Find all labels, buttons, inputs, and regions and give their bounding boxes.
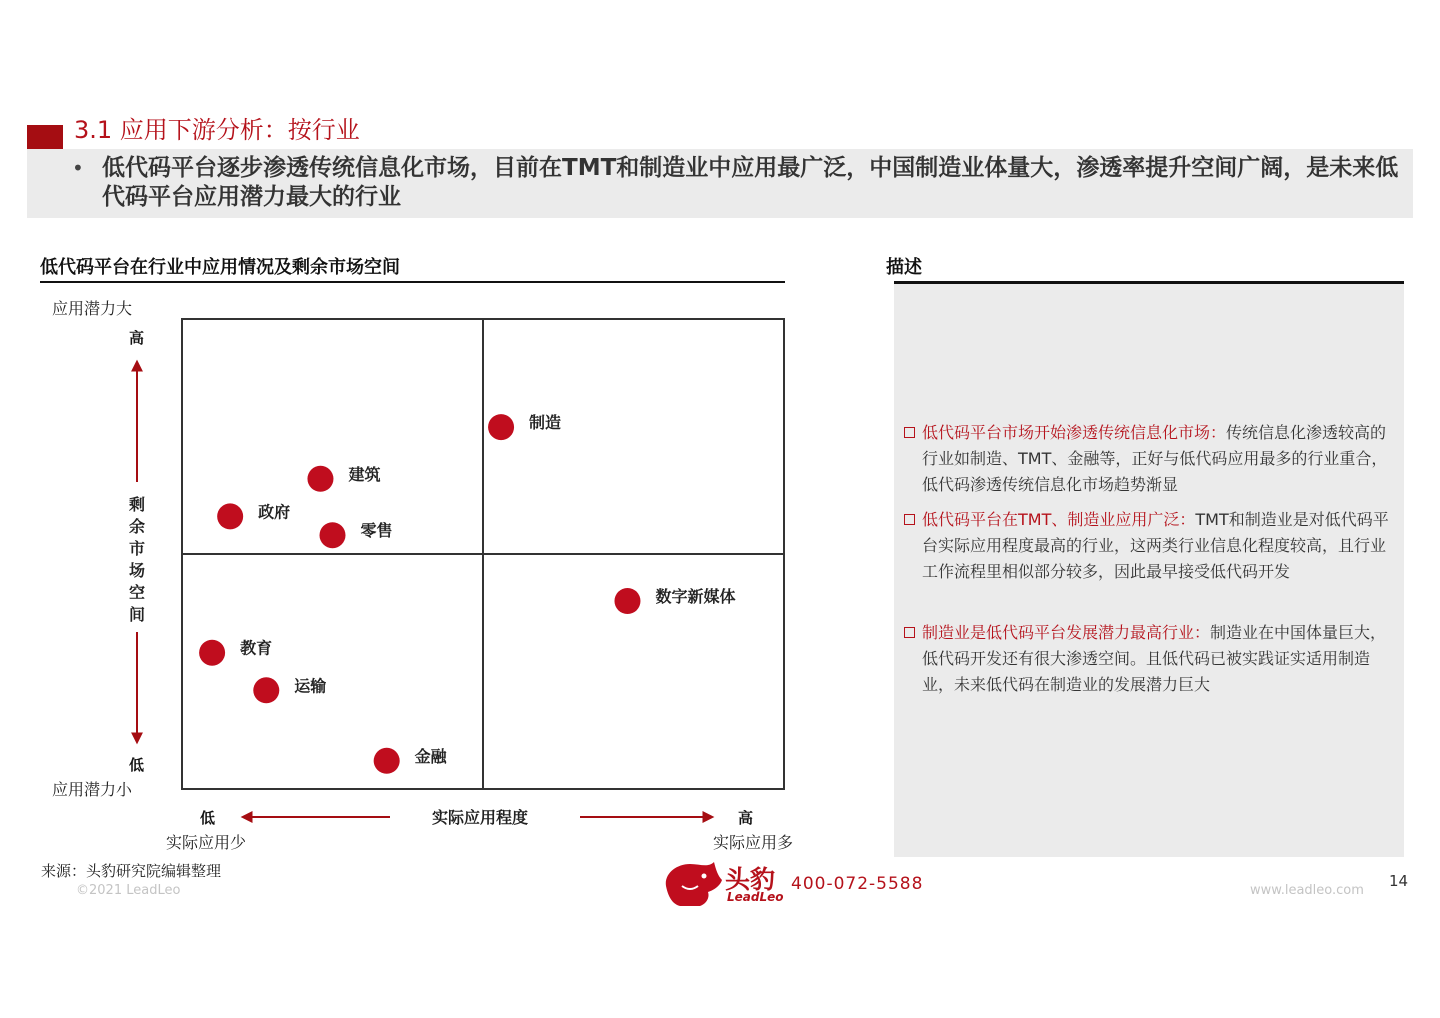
y-axis-label: [129, 495, 145, 624]
description-item: [904, 507, 1392, 585]
description-item-body: 传统信息化渗透较高的行业如制造、TMT、金融等，正好与低代码应用最多的行业重合，低代码渗透传统信息化市场趋势渐显: [922, 423, 1388, 494]
data-point: [374, 748, 400, 774]
y-axis-label-char: 市: [128, 539, 146, 558]
y-low-desc: 应用潜力小: [52, 780, 133, 799]
y-high-desc: 应用潜力大: [52, 299, 133, 318]
y-axis-label-char: 空: [128, 583, 146, 602]
x-axis-label: 实际应用程度: [432, 808, 529, 827]
logo-subtext: LeadLeo: [727, 890, 784, 904]
y-axis-label-char: 剩: [128, 495, 146, 514]
y-low-label: 低: [129, 756, 145, 774]
data-point-label: 数字新媒体: [655, 587, 736, 606]
x-high-desc: 实际应用多: [713, 833, 794, 852]
data-point-label: 运输: [294, 676, 327, 696]
description-title: 描述: [886, 257, 922, 278]
square-outline-icon: [904, 514, 915, 525]
copyright: ©2021 LeadLeo: [76, 883, 181, 898]
description-item-head: 低代码平台在TMT、制造业应用广泛：: [922, 510, 1196, 529]
x-low-desc: 实际应用少: [166, 833, 247, 852]
description-item: [904, 420, 1392, 498]
x-low-label: 低: [200, 809, 216, 827]
data-point-label: 教育: [240, 638, 273, 658]
data-point: [199, 640, 225, 666]
logo-text: 头豹: [725, 865, 776, 894]
summary-text: 低代码平台逐步渗透传统信息化市场，目前在TMT和制造业中应用最广泛，中国制造业体量大，渗透率提升空间广阔，是未来低代码平台应用潜力最大的行业: [102, 155, 1399, 210]
data-point: [488, 414, 514, 440]
y-high-label: 高: [129, 329, 145, 347]
data-point-label: 金融: [414, 746, 447, 766]
data-point: [614, 588, 640, 614]
description-item-body: TMT和制造业是对低代码平台实际应用程度最高的行业，这两类行业信息化程度较高，且行业工作流程里相似部分较多，因此最早接受低代码开发: [922, 510, 1389, 581]
y-axis-label-char: 场: [128, 561, 146, 580]
data-point-label: 零售: [360, 521, 393, 541]
page-title: 3.1 应用下游分析：按行业: [74, 116, 360, 144]
description-item-head: 低代码平台市场开始渗透传统信息化市场：: [922, 423, 1227, 442]
chart-title: 低代码平台在行业中应用情况及剩余市场空间: [40, 257, 400, 278]
phone-number: 400-072-5588: [791, 874, 924, 894]
data-point: [320, 522, 346, 548]
square-outline-icon: [904, 427, 915, 438]
y-axis-label-char: 余: [128, 517, 146, 536]
description-item: [904, 620, 1392, 698]
leopard-logo-icon: [660, 856, 726, 908]
data-point-label: 政府: [258, 502, 291, 522]
data-point-label: 建筑: [348, 464, 381, 484]
square-outline-icon: [904, 627, 915, 638]
website-link[interactable]: www.leadleo.com: [1250, 883, 1364, 898]
data-point: [253, 677, 279, 703]
x-high-label: 高: [738, 809, 754, 827]
data-point: [217, 503, 243, 529]
description-item-body: 制造业在中国体量巨大，低代码开发还有很大渗透空间。且低代码已被实践证实适用制造业，未来低代码在制造业的发展潜力巨大: [922, 623, 1387, 694]
bullet-icon: •: [72, 156, 84, 180]
description-item-head: 制造业是低代码平台发展潜力最高行业：: [922, 623, 1211, 642]
data-point: [307, 466, 333, 492]
page-number: 14: [1389, 872, 1409, 890]
source-note: 来源：头豹研究院编辑整理: [41, 862, 222, 880]
y-axis-label-char: 间: [128, 605, 146, 624]
data-point-label: 制造: [529, 413, 562, 433]
